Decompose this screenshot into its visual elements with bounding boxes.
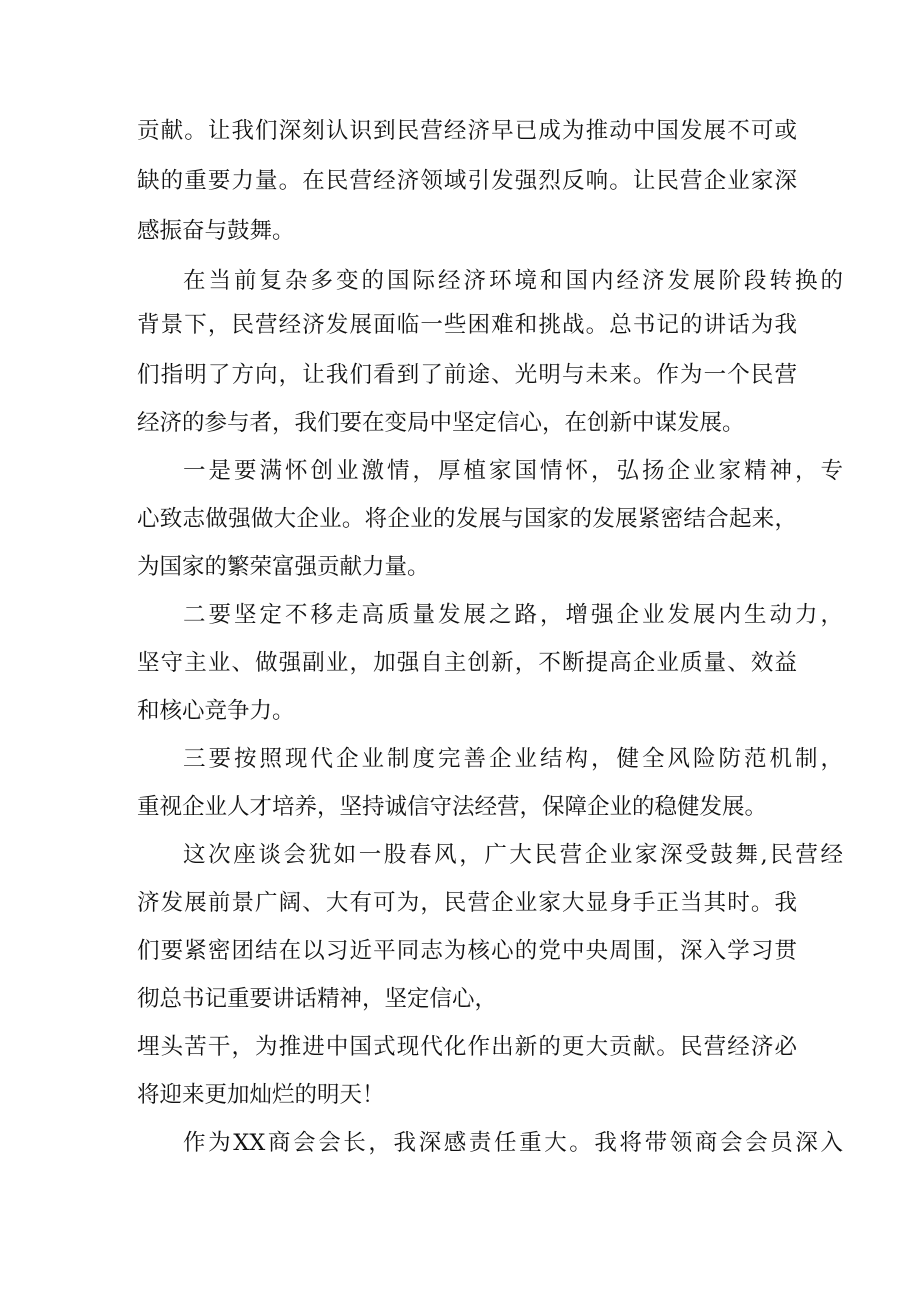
text-line: 在当前复杂多变的国际经济环境和国内经济发展阶段转换的 — [183, 268, 843, 294]
text-line: 缺的重要力量。在民营经济领域引发强烈反响。让民营企业家深 — [137, 168, 797, 194]
text-line: 重视企业人才培养，坚持诚信守法经营，保障企业的稳健发展。 — [137, 794, 768, 820]
text-line: 坚守主业、做强副业，加强自主创新，不断提高企业质量、效益 — [137, 650, 797, 676]
text-line: 为国家的繁荣富强贡献力量。 — [137, 554, 430, 580]
text-line: 们要紧密团结在以习近平同志为核心的党中央周围，深入学习贯 — [137, 938, 797, 964]
text-line: 经济的参与者，我们要在变局中坚定信心，在创新中谋发展。 — [137, 410, 745, 436]
text-line: 和核心竞争力。 — [137, 698, 295, 724]
text-line: 济发展前景广阔、大有可为，民营企业家大显身手正当其时。我 — [137, 890, 797, 916]
text-line: 彻总书记重要讲话精神，坚定信心， — [137, 986, 498, 1012]
text-line: 二要坚定不移走高质量发展之路，增强企业发展内生动力， — [183, 602, 843, 628]
text-line: 感振奋与鼓舞。 — [137, 218, 295, 244]
text-line: 心致志做强做大企业。将企业的发展与国家的发展紧密结合起来， — [137, 506, 797, 532]
text-line: 背景下，民营经济发展面临一些困难和挑战。总书记的讲话为我 — [137, 312, 797, 338]
text-line: 作为XX商会会长，我深感责任重大。我将带领商会会员深入 — [183, 1130, 843, 1156]
text-line: 们指明了方向，让我们看到了前途、光明与未来。作为一个民营 — [137, 362, 797, 388]
text-line: 这次座谈会犹如一股春风，广大民营企业家深受鼓舞,民营经 — [183, 842, 843, 868]
text-line: 埋头苦干，为推进中国式现代化作出新的更大贡献。民营经济必 — [137, 1034, 797, 1060]
text-line: 一是要满怀创业激情，厚植家国情怀，弘扬企业家精神，专 — [183, 458, 843, 484]
text-line: 将迎来更加灿烂的明天！ — [137, 1082, 385, 1108]
text-line: 贡献。让我们深刻认识到民营经济早已成为推动中国发展不可或 — [137, 118, 797, 144]
text-line: 三要按照现代企业制度完善企业结构，健全风险防范机制， — [183, 746, 843, 772]
